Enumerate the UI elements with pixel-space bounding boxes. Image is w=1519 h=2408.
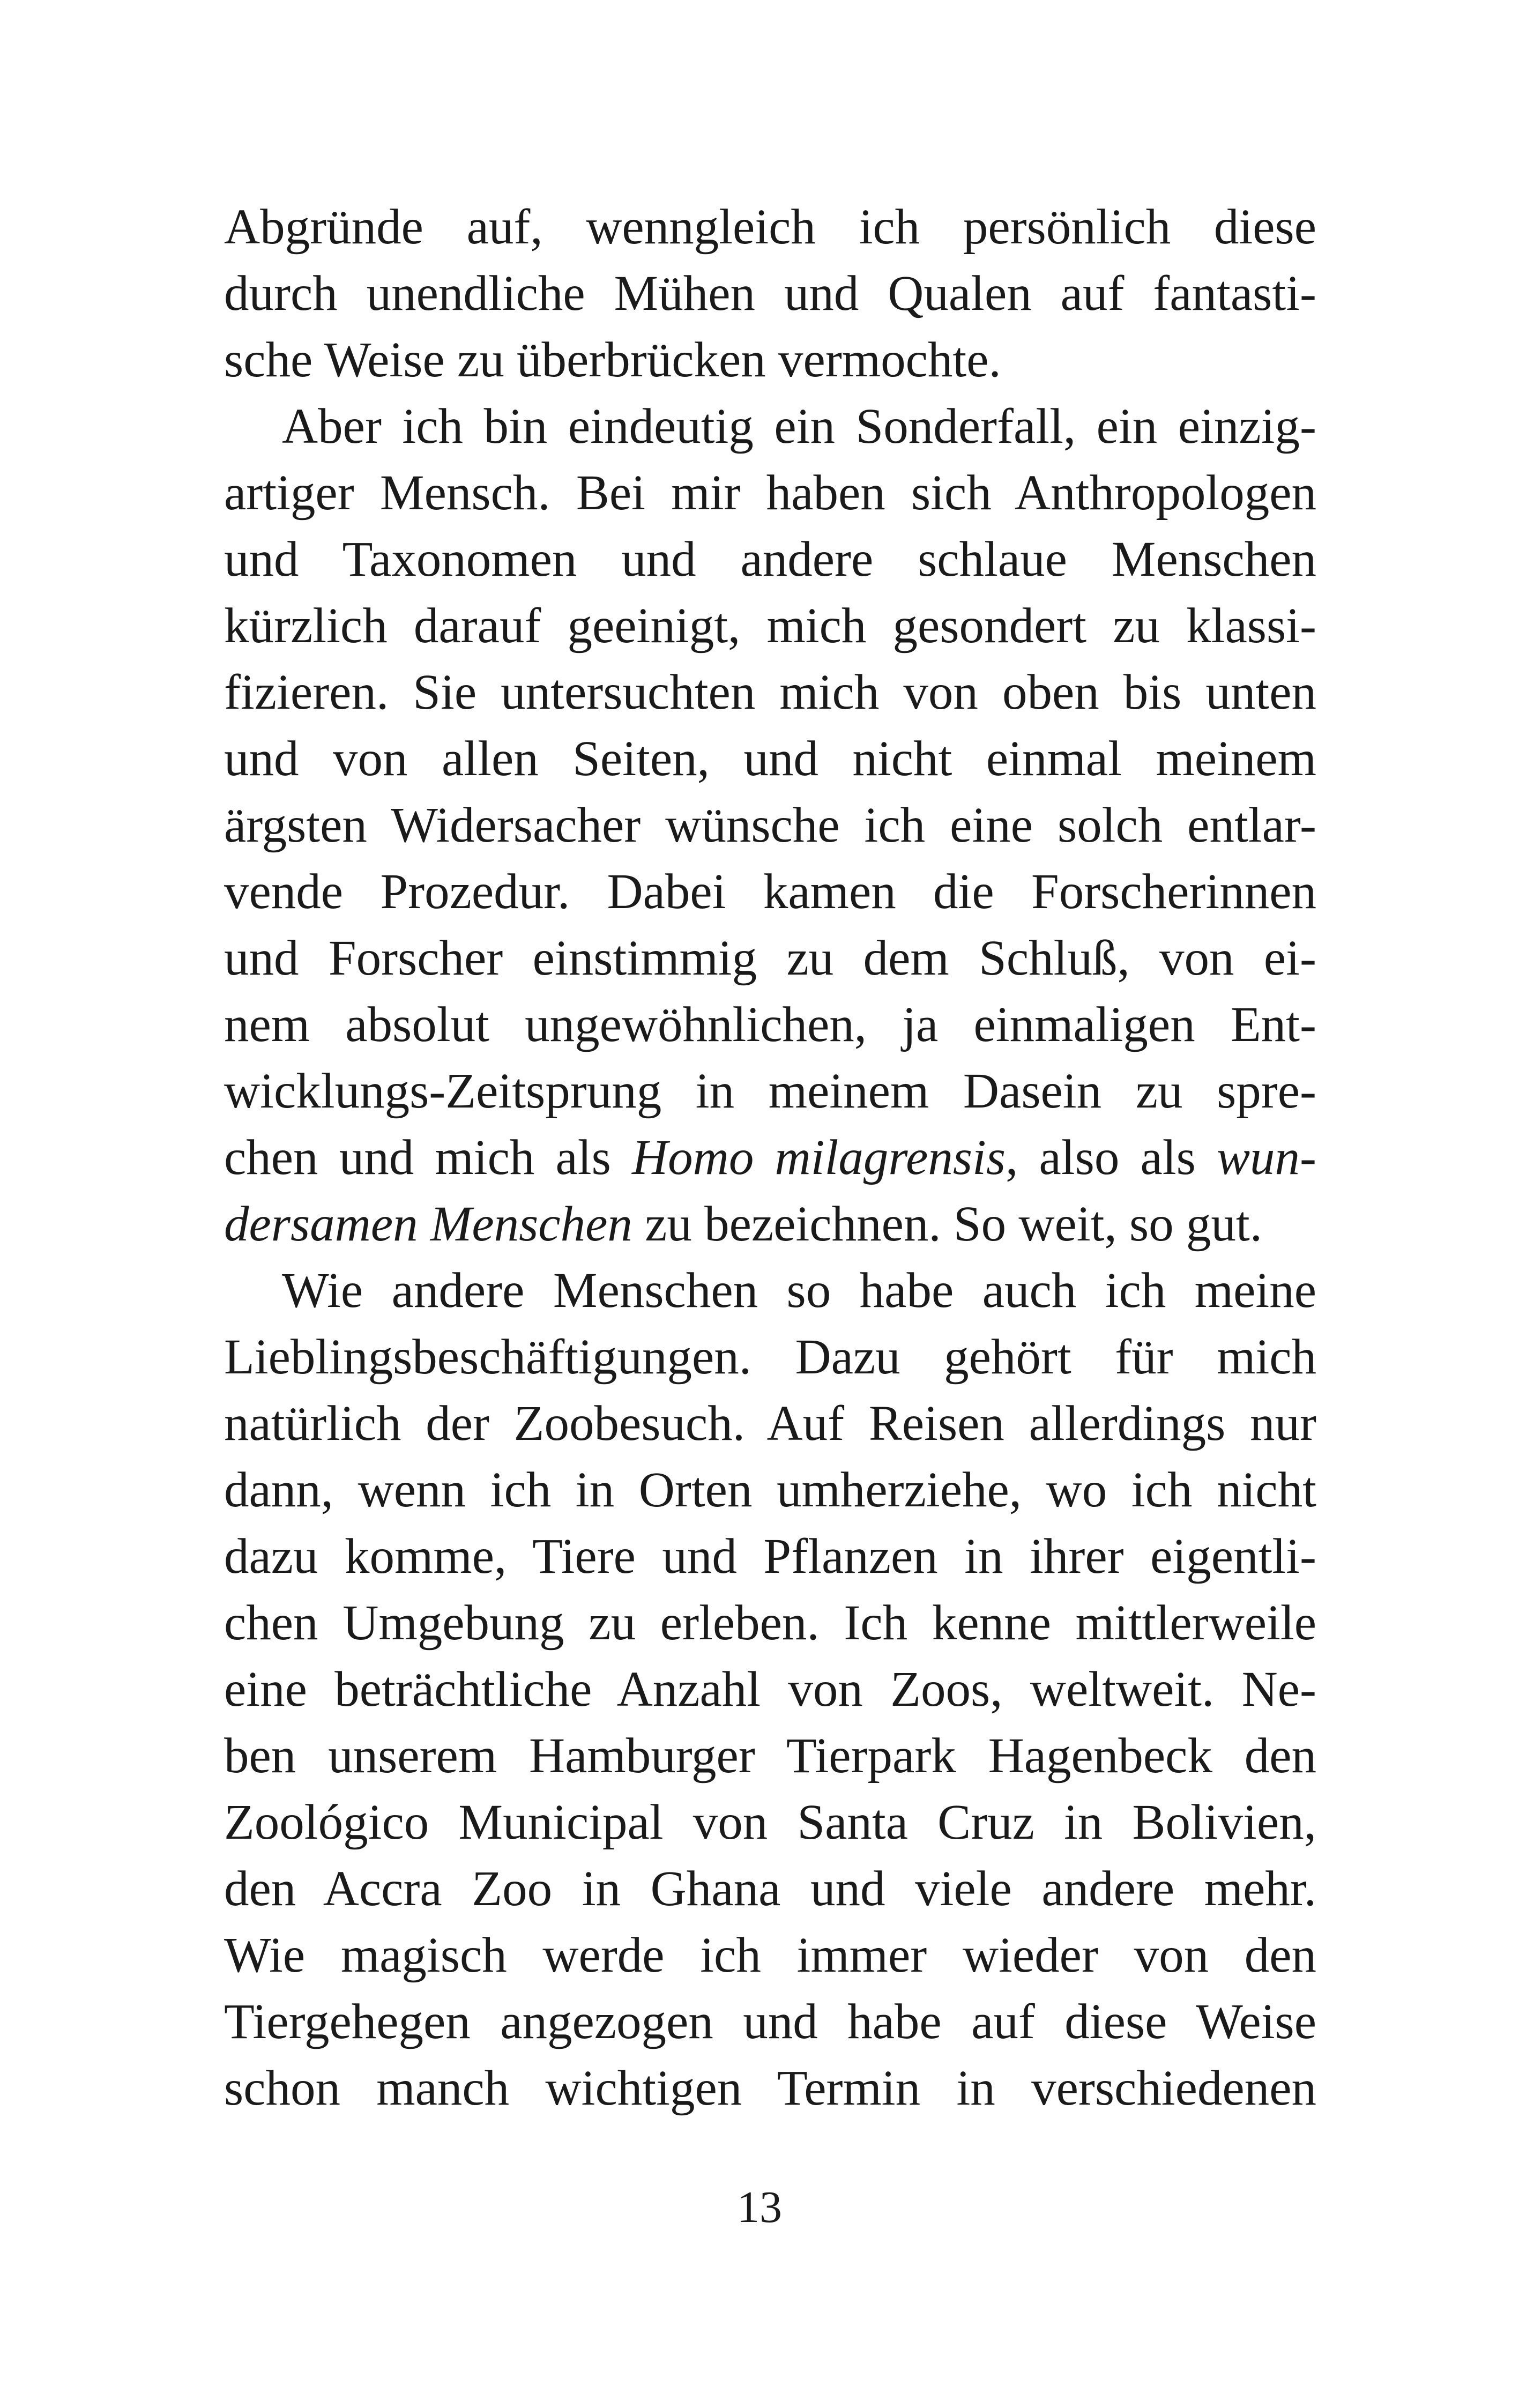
text-line: und von allen Seiten, und nicht einmal meinem — [224, 731, 1316, 786]
text-segment: chen und mich als — [224, 1130, 632, 1185]
text-line: Wie andere Menschen so habe auch ich meine — [282, 1263, 1316, 1318]
italic-term: wun- — [1216, 1130, 1316, 1185]
text-line: dann, wenn ich in Orten umherziehe, wo ich nicht — [224, 1462, 1316, 1518]
text-line: und Taxonomen und andere schlaue Menschen — [224, 532, 1316, 587]
text-line: sche Weise zu überbrücken vermochte. — [224, 332, 1001, 388]
text-line: artiger Mensch. Bei mir haben sich Anthropologen — [224, 465, 1316, 521]
text-line: ärgsten Widersacher wünsche ich eine solch entlar- — [224, 798, 1316, 853]
text-line: wicklungs-Zeitsprung in meinem Dasein zu spre- — [224, 1064, 1316, 1119]
text-line: kürzlich darauf geeinigt, mich gesondert zu klassi- — [224, 598, 1316, 653]
text-line: eine beträchtliche Anzahl von Zoos, weltweit. Ne- — [224, 1662, 1316, 1717]
text-line: dazu komme, Tiere und Pflanzen in ihrer eigentli- — [224, 1529, 1316, 1584]
text-segment: , also als — [1006, 1130, 1217, 1185]
text-line: Abgründe auf, wenngleich ich persönlich diese — [224, 199, 1316, 255]
text-line: Lieblingsbeschäftigungen. Dazu gehört für mich — [224, 1329, 1316, 1385]
text-line — [224, 1125, 1316, 1191]
body-text — [224, 194, 1316, 2122]
italic-term: dersamen Menschen — [224, 1196, 632, 1252]
text-line: Zoológico Municipal von Santa Cruz in Bolivien, — [224, 1795, 1316, 1850]
text-line: und Forscher einstimmig zu dem Schluß, von ei- — [224, 931, 1316, 986]
text-line: natürlich der Zoobesuch. Auf Reisen allerdings nur — [224, 1396, 1316, 1451]
text-line: nem absolut ungewöhnlichen, ja einmaligen Ent- — [224, 997, 1316, 1052]
text-line: durch unendliche Mühen und Qualen auf fantasti- — [224, 266, 1316, 321]
text-line: den Accra Zoo in Ghana und viele andere mehr. — [224, 1861, 1316, 1916]
text-line: Aber ich bin eindeutig ein Sonderfall, ein einzig- — [282, 399, 1316, 454]
italic-term: Homo milagrensis — [632, 1130, 1006, 1185]
text-line: Tiergehegen angezogen und habe auf diese Weise — [224, 1994, 1316, 2049]
page-number: 13 — [737, 2182, 782, 2232]
text-segment: zu bezeichnen. So weit, so gut. — [632, 1196, 1262, 1252]
text-line: vende Prozedur. Dabei kamen die Forscherinnen — [224, 864, 1316, 919]
text-line: fizieren. Sie untersuchten mich von oben bis unten — [224, 665, 1316, 720]
text-line: Wie magisch werde ich immer wieder von den — [224, 1928, 1316, 1983]
text-line: ben unserem Hamburger Tierpark Hagenbeck den — [224, 1728, 1316, 1783]
text-line — [224, 1191, 1316, 1258]
text-line: chen Umgebung zu erleben. Ich kenne mittlerweile — [224, 1595, 1316, 1651]
text-line: schon manch wichtigen Termin in verschiedenen — [224, 2061, 1316, 2116]
